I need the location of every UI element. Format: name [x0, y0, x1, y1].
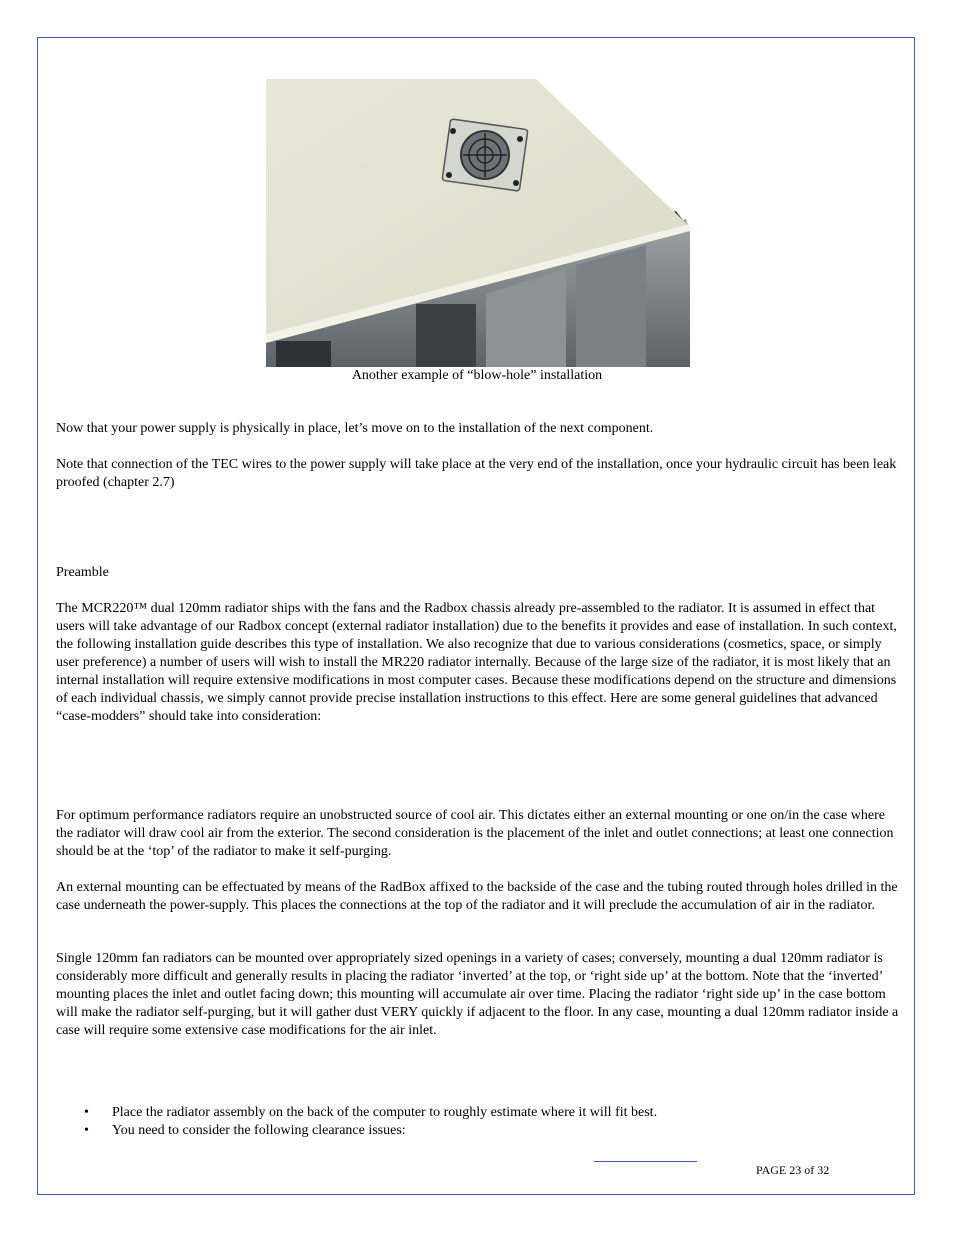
bullet-icon: •	[84, 1123, 89, 1138]
paragraph-single-dual: Single 120mm fan radiators can be mounted over appropriately sized openings in a variety of cases; conversely, mounting a dual 120mm radiator is considerably more difficult and generally results in placing the radiator ‘inverted’ at the top, or ‘right side up’ at the bottom. Note that the ‘inverted’ mounting places the inlet and outlet facing down; this mounting will accumulate air over time. Placing the radiator ‘right side up’ in the case bottom will make the radiator self-purging, but it will gather dust VERY quickly if adjacent to the floor. In any case, mounting a dual 120mm radiator inside a case will require some extensive case modifications for the air inlet.	[56, 951, 899, 1038]
footer-link-underline[interactable]	[594, 1161, 697, 1162]
bullet-icon: •	[84, 1105, 89, 1120]
instruction-list	[56, 1104, 900, 1140]
list-item-text: You need to consider the following clearance issues:	[112, 1123, 406, 1138]
list-item-text: Place the radiator assembly on the back of the computer to roughly estimate where it will fit best.	[112, 1105, 658, 1120]
list-item	[56, 1104, 900, 1122]
preamble-heading: Preamble	[56, 565, 109, 580]
paragraph-external-mounting: An external mounting can be effectuated by means of the RadBox affixed to the backside of the case and the tubing routed through holes drilled in the case underneath the power-supply. This places the connections at the top of the radiator and it will preclude the accumulation of air in the radiator.	[56, 880, 898, 913]
paragraph-intro: Now that your power supply is physically in place, let’s move on to the installation of the next component.	[56, 421, 654, 436]
figure-caption: Another example of “blow-hole” installation	[351, 368, 603, 383]
page-number: PAGE 23 of 32	[756, 1163, 830, 1177]
list-item	[56, 1122, 900, 1140]
paragraph-preamble: The MCR220™ dual 120mm radiator ships with the fans and the Radbox chassis already pre-assembled to the radiator. It is assumed in effect that users will take advantage of our Radbox concept (external radiator installation) due to the benefits it provides and ease of installation. In such context, the following installation guide describes this type of installation. We also recognize that due to various considerations (cosmetics, space, or simply user preference) a number of users will wish to install the MR220 radiator internally. Because of the large size of the radiator, it is most likely that an internal installation will require extensive modifications in most computer cases. Because these modifications depend on the structure and dimensions of each individual chassis, we simply cannot provide precise installation instructions to this effect. Here are some general guidelines that advanced “case-modders” should take into consideration:	[56, 601, 897, 724]
case-top-fan-photo	[266, 79, 690, 367]
paragraph-performance: For optimum performance radiators require an unobstructed source of cool air. This dictates either an external mounting or one on/in the case where the radiator will draw cool air from the exterior. The second consideration is the placement of the inlet and outlet connections; at least one connection should be at the ‘top’ of the radiator to make it self-purging.	[56, 808, 894, 859]
paragraph-tec-note: Note that connection of the TEC wires to the power supply will take place at the very end of the installation, once your hydraulic circuit has been leak proofed (chapter 2.7)	[56, 457, 897, 490]
